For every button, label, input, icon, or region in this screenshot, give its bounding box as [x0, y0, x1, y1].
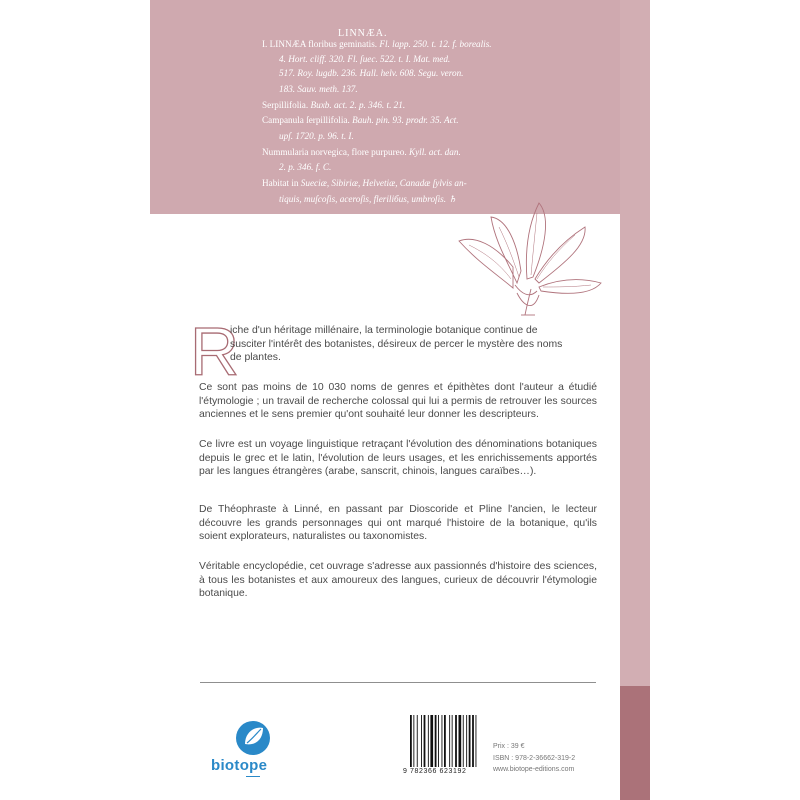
- latin-line-reference: Sueciæ, Sibiriæ, Helvetiæ, Canadæ ſylvis an-: [300, 178, 467, 189]
- publisher-logo-text: biotope: [211, 757, 268, 774]
- latin-line-reference: Buxb. act. 2. p. 346. t. 21.: [310, 99, 406, 110]
- barcode-bar: [417, 715, 418, 767]
- barcode-bar: [438, 715, 439, 767]
- barcode-icon: [408, 715, 482, 767]
- barcode-bar: [466, 715, 467, 767]
- spine-edge-band-dark: [620, 686, 650, 800]
- barcode-bar: [428, 715, 429, 767]
- latin-line-reference: Bauh. pin. 93. prodr. 35. Act.: [352, 115, 459, 126]
- paragraph-1: [199, 324, 597, 365]
- barcode-bar: [469, 715, 471, 767]
- latin-line-main: I. LINNÆA floribus geminatis.: [262, 38, 380, 49]
- divider-line: [200, 682, 596, 683]
- latin-line: [262, 178, 467, 188]
- isbn: ISBN : 978-2-36662-319-2: [493, 755, 576, 762]
- latin-line-reference: Kyll. act. dan.: [408, 146, 461, 157]
- paragraph-4: De Théophraste à Linné, en passant par Dioscoride et Pline l'ancien, le lecteur découvre les grands personnages qui ont marqué l'histoire de la botanique, qu'ils soient explorateurs, naturalistes ou taxonomistes.: [199, 504, 597, 543]
- barcode-bar: [410, 715, 412, 767]
- latin-line: [279, 84, 358, 94]
- latin-line: [279, 54, 450, 64]
- latin-line: [262, 115, 459, 125]
- linnaea-flower-illustration: [455, 183, 605, 318]
- barcode-bar: [463, 715, 464, 767]
- latin-title: LINNÆA.: [338, 28, 388, 39]
- latin-line: [262, 147, 461, 157]
- latin-line: [262, 100, 405, 110]
- spine-edge-band: [620, 0, 650, 686]
- barcode-number: 9 782366 623192: [403, 768, 467, 775]
- barcode-bar: [435, 715, 437, 767]
- latin-line-main: Nummularia norvegica, flore purpureo.: [262, 146, 409, 157]
- barcode-bar: [449, 715, 450, 767]
- barcode-bar: [442, 715, 443, 767]
- barcode-bar: [444, 715, 446, 767]
- barcode-bar: [430, 715, 433, 767]
- paragraph-2: Ce sont pas moins de 10 030 noms de genres et épithètes dont l'auteur a étudié l'étymologie ; un travail de recherche colossal qui lui a permis de retrouver les sources anciennes et le sens premier qu'ont souhaité leur donner les descripteurs.: [199, 382, 597, 421]
- price: Prix : 39 €: [493, 743, 525, 750]
- barcode-bar: [455, 715, 457, 767]
- website: www.biotope-editions.com: [493, 766, 575, 773]
- barcode-bar: [413, 715, 414, 767]
- paragraph-1-line-2: susciter l'intérêt des botanistes, désireux de percer le mystère des noms: [230, 338, 563, 350]
- latin-line: [279, 68, 463, 78]
- paragraph-3: Ce livre est un voyage linguistique retraçant l'évolution des dénominations botaniques depuis le grec et le latin, l'évolution de leurs usages, et les enrichissements apportés par les langues étrangères (arabe, sanscrit, chinois, langues caraïbes…).: [199, 439, 597, 478]
- latin-line: [279, 131, 354, 141]
- barcode-bar: [421, 715, 422, 767]
- latin-line-reference: 183. Sauv. meth. 137.: [279, 83, 358, 94]
- barcode-bar: [452, 715, 453, 767]
- paragraph-1-line-3: de plantes.: [230, 352, 281, 364]
- barcode-bar: [472, 715, 474, 767]
- latin-line-reference: 4. Hort. cliff. 320. Fl. ſuec. 522. t. I. Mat. med.: [279, 54, 451, 64]
- latin-line-reference: upſ. 1720. p. 96. t. I.: [279, 130, 354, 141]
- drop-cap: R: [190, 314, 240, 390]
- barcode-bar: [459, 715, 462, 767]
- latin-line-main: Habitat in: [262, 178, 301, 189]
- latin-line: [279, 194, 457, 205]
- latin-line-reference: tiquis, muſcoſis, aceroſis, fleriliбus, umbroſis. ♄: [279, 193, 457, 204]
- barcode-bar: [424, 715, 426, 767]
- barcode-bar: [476, 715, 477, 767]
- latin-line-reference: 517. Roy. lugdb. 236. Hall. helv. 608. Segu. veron.: [279, 68, 464, 79]
- latin-line-reference: 2. p. 346. f. C.: [279, 162, 332, 172]
- paragraph-5: Véritable encyclopédie, cet ouvrage s'adresse aux passionnés d'histoire des sciences, à tous les botanistes et aux amoureux des langues, curieux de découvrir l'étymologie botanique.: [199, 561, 597, 600]
- latin-line-reference: Fl. lapp. 250. t. 12. f. borealis.: [379, 38, 492, 49]
- latin-line-main: Campanula ſerpillifolia.: [262, 115, 353, 126]
- latin-line-main: Serpillifolia.: [262, 99, 311, 110]
- paragraph-1-line-1: iche d'un héritage millénaire, la terminologie botanique continue de: [230, 325, 538, 336]
- logo-underline: [246, 776, 260, 777]
- latin-line: [262, 39, 492, 49]
- latin-line: [279, 162, 331, 172]
